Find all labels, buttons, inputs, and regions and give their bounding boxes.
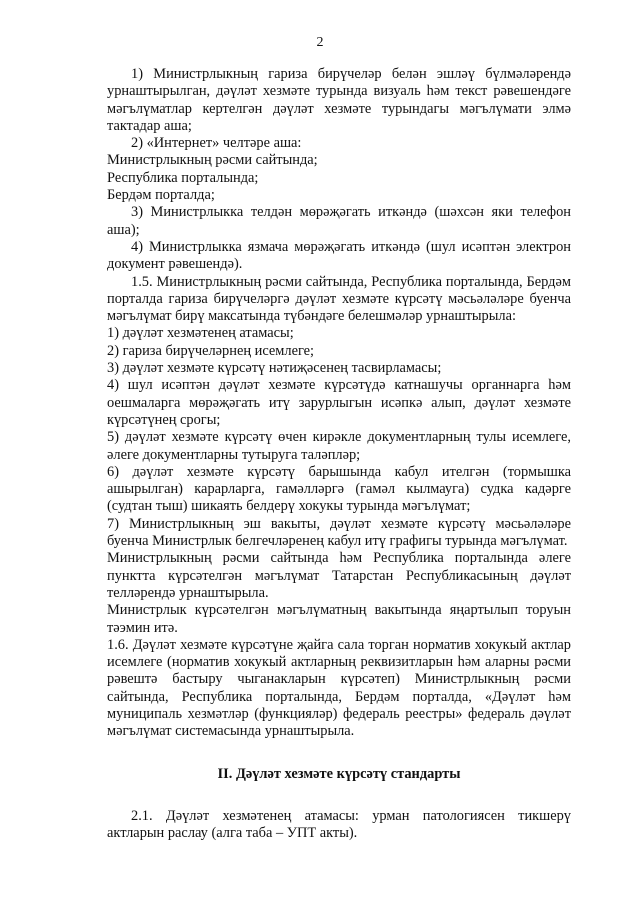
paragraph-item-4: 4) Министрлыкка язмача мөрәҗәгать иткәндә (шул исәптән электрон документ рәвешендә). <box>107 238 571 273</box>
paragraph-update: Министрлык күрсәтелгән мәгълүматның вакытында яңартылып торуын тәэмин итә. <box>107 602 571 636</box>
paragraph-item-2: 2) «Интернет» челтәре аша: <box>131 135 302 152</box>
paragraph-unified-portal: Бердәм порталда; <box>107 187 215 204</box>
section-heading: II. Дәүләт хезмәте күрсәтү стандарты <box>217 765 461 782</box>
list-item-6: 6) дәүләт хезмәте күрсәтү барышында кабул ителгән (тормышка ашырылган) карарларга, гамәлләргә (гамәл кылмауга) судка кадәрге (судтан тыш) шикаять белдерү хокукы турында мәгълүмат; <box>107 463 571 515</box>
paragraph-languages: Министрлыкның рәсми сайтында һәм Республика порталында әлеге пунктта күрсәтелгән мәгълүмат Татарстан Республикасының дәүләт телләрендә урнаштырыла. <box>107 550 571 601</box>
paragraph-2-1: 2.1. Дәүләт хезмәтенең атамасы: урман патологиясен тикшерү актларын раслау (алга таба – УПТ акты). <box>107 807 571 842</box>
paragraph-official-site: Министрлыкның рәсми сайтында; <box>107 152 318 169</box>
list-item-5: 5) дәүләт хезмәте күрсәтү өчен кирәкле документларның тулы исемлеге, әлеге документларны тутыруга таләпләр; <box>107 429 571 463</box>
page-number: 2 <box>316 35 324 50</box>
paragraph-item-3: 3) Министрлыкка телдән мөрәҗәгать иткәндә (шәхсән яки телефон аша); <box>107 204 571 238</box>
list-item-7: 7) Министрлыкның эш вакыты, дәүләт хезмәте күрсәтү мәсьәләләре буенча Министрлык белгечләренең кабул итү графигы турында мәгълүмат. <box>107 515 571 550</box>
paragraph-1-6: 1.6. Дәүләт хезмәте күрсәтүне җайга сала торган норматив хокукый актлар исемлеге (норматив хокукый актларның реквизитларын һәм аларны рәсми рәвештә бастыру чыганакларын күрсәтеп) Министрлыкның рәсми сайтында, Республика порталында, Бердәм порталда, «Дәүләт һәм муниципаль хезмәтләр (функцияләр) федераль реестры» федераль дәүләт мәгълүмат системасында урнаштырыла. <box>107 636 571 740</box>
list-item-1: 1) дәүләт хезмәтенең атамасы; <box>107 325 294 342</box>
document-body <box>107 66 571 842</box>
paragraph-item-1: 1) Министрлыкның гариза бирүчеләр белән эшләү бүлмәләрендә урнаштырылган, дәүләт хезмәте турында визуаль һәм текст рәвешендәге мәгълүматлар кертелгән дәүләт хезмәте турындагы мәгълүмати элмә тактадар аша; <box>107 66 571 134</box>
paragraph-republic-portal: Республика порталында; <box>107 169 259 186</box>
list-item-3: 3) дәүләт хезмәте күрсәтү нәтиҗәсенең тасвирламасы; <box>107 360 442 377</box>
paragraph-1-5: 1.5. Министрлыкның рәсми сайтында, Республика порталында, Бердәм порталда гариза бирүчеләргә дәүләт хезмәте күрсәтү мәсьәләләре буенча мәгълүмат бирү максатында түбәндәге белешмәләр урнаштырыла: <box>107 273 571 325</box>
list-item-4: 4) шул исәптән дәүләт хезмәте күрсәтүдә катнашучы органнарга һәм оешмаларга мөрәҗәгать итү зарурлыгын исәпкә алып, дәүләт хезмәте күрсәтүнең срогы; <box>107 377 571 428</box>
list-item-2: 2) гариза бирүчеләрнең исемлеге; <box>107 342 315 359</box>
